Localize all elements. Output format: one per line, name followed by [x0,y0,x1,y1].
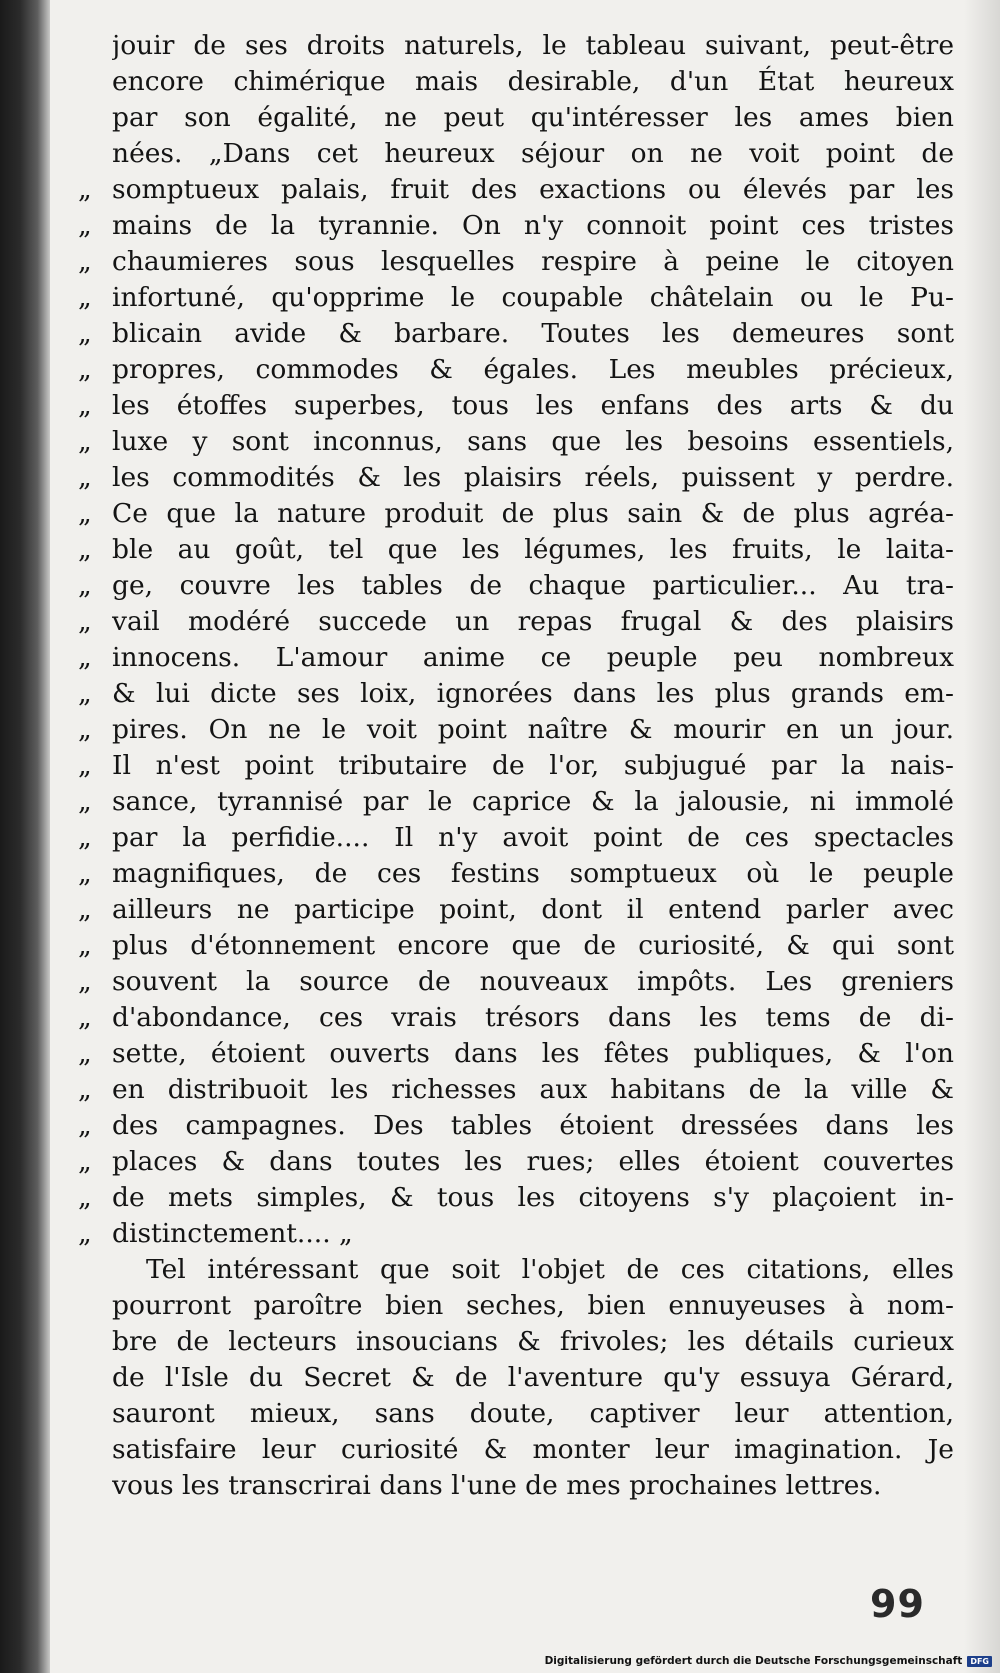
quotation-mark [78,64,112,100]
text-line [78,1468,954,1504]
page-gutter-shadow [0,0,50,1673]
text-line [78,172,954,208]
line-text: infortuné, qu'opprime le coupable châtelain ou le Pu- [112,282,954,313]
line-text: par son égalité, ne peut qu'intéresser les ames bien [112,102,954,133]
text-line [78,964,954,1000]
quotation-mark [78,136,112,172]
quotation-mark: „ [78,714,90,745]
text-line [78,316,954,352]
line-text: de mets simples, & tous les citoyens s'y plaçoient in- [112,1182,954,1213]
line-text: en distribuoit les richesses aux habitans de la ville & [112,1074,954,1105]
quotation-mark: „ [78,894,90,925]
line-text: les commodités & les plaisirs réels, puissent y perdre. [112,462,954,493]
line-text: vail modéré succede un repas frugal & des plaisirs [112,606,954,637]
quotation-mark: „ [78,642,90,673]
quotation-mark: „ [78,174,90,205]
quotation-mark: „ [78,1074,90,1105]
digitization-credit [545,1655,992,1667]
text-line [78,244,954,280]
line-text: ble au goût, tel que les légumes, les fruits, le laita- [112,534,954,565]
text-line [78,1144,954,1180]
text-line [78,676,954,712]
text-line [78,208,954,244]
text-line [78,1252,954,1288]
text-line [78,532,954,568]
text-line [78,1360,954,1396]
text-line [78,604,954,640]
line-text: Il n'est point tributaire de l'or, subjugué par la nais- [112,750,954,781]
text-line [78,1432,954,1468]
line-text: par la perfidie.... Il n'y avoit point de ces spectacles [112,822,954,853]
text-line [78,856,954,892]
line-text: jouir de ses droits naturels, le tableau suivant, peut-être [112,30,954,61]
text-line [78,1216,954,1252]
line-text: somptueux palais, fruit des exactions ou élevés par les [112,174,954,205]
quotation-mark: „ [78,678,90,709]
quotation-mark: „ [78,390,90,421]
line-text: propres, commodes & égales. Les meubles précieux, [112,354,954,385]
quotation-mark: „ [78,498,90,529]
quotation-mark: „ [78,1218,90,1249]
quotation-mark: „ [78,570,90,601]
quotation-mark: „ [78,930,90,961]
text-line [78,496,954,532]
text-line [78,928,954,964]
credit-text: Digitalisierung gefördert durch die Deutsche Forschungsgemeinschaft [544,1655,963,1667]
line-text: plus d'étonnement encore que de curiosité, & qui sont [112,930,954,961]
line-text: & lui dicte ses loix, ignorées dans les plus grands em- [112,678,954,709]
line-text: nées. „Dans cet heureux séjour on ne voit point de [112,138,954,169]
line-text: pourront paroître bien seches, bien ennuyeuses à nom- [112,1290,954,1321]
quotation-mark: „ [78,750,90,781]
text-line [78,1036,954,1072]
text-line [78,820,954,856]
quotation-mark [78,1360,112,1396]
line-text: magnifiques, de ces festins somptueux où le peuple [112,858,954,889]
text-line [78,280,954,316]
text-line [78,1072,954,1108]
quotation-mark: „ [78,1110,90,1141]
page-number: 99 [870,1582,925,1626]
quotation-mark: „ [78,318,90,349]
text-line [78,1108,954,1144]
line-text: places & dans toutes les rues; elles étoient couvertes [112,1146,954,1177]
line-text: encore chimérique mais desirable, d'un État heureux [112,66,954,97]
dfg-logo: DFG [967,1656,992,1667]
line-text: mains de la tyrannie. On n'y connoit point ces tristes [112,210,954,241]
text-line [78,568,954,604]
line-text: d'abondance, ces vrais trésors dans les tems de di- [112,1002,954,1033]
text-line [78,1324,954,1360]
text-line [78,892,954,928]
line-text: chaumieres sous lesquelles respire à peine le citoyen [112,246,954,277]
body-text [78,28,954,1504]
line-text: distinctement.... „ [112,1218,353,1249]
line-text: souvent la source de nouveaux impôts. Les greniers [112,966,954,997]
page-edge-shadow [964,0,1000,1673]
quotation-mark: „ [78,462,90,493]
text-line [78,64,954,100]
line-text: bre de lecteurs insoucians & frivoles; les détails curieux [112,1326,954,1357]
line-text: innocens. L'amour anime ce peuple peu nombreux [112,642,954,673]
line-text: Tel intéressant que soit l'objet de ces citations, elles [146,1254,954,1285]
text-line [78,712,954,748]
quotation-mark [78,28,112,64]
line-text: pires. On ne le voit point naître & mourir en un jour. [112,714,954,745]
line-text: sance, tyrannisé par le caprice & la jalousie, ni immolé [112,786,954,817]
quotation-mark: „ [78,246,90,277]
line-text: sette, étoient ouverts dans les fêtes publiques, & l'on [112,1038,954,1069]
line-text: des campagnes. Des tables étoient dressées dans les [112,1110,954,1141]
text-line [78,352,954,388]
line-text: les étoffes superbes, tous les enfans des arts & du [112,390,954,421]
text-line [78,460,954,496]
line-text: vous les transcrirai dans l'une de mes prochaines lettres. [112,1470,882,1501]
line-text: luxe y sont inconnus, sans que les besoins essentiels, [112,426,954,457]
text-line [78,1396,954,1432]
quotation-mark: „ [78,786,90,817]
quotation-mark [78,1324,112,1360]
quotation-mark: „ [78,606,90,637]
line-text: blicain avide & barbare. Toutes les demeures sont [112,318,954,349]
quotation-mark: „ [78,1038,90,1069]
quotation-mark: „ [78,354,90,385]
quotation-mark: „ [78,966,90,997]
text-line [78,1000,954,1036]
quotation-mark: „ [78,858,90,889]
quotation-mark: „ [78,282,90,313]
quotation-mark [78,1252,112,1288]
text-line [78,1180,954,1216]
quotation-mark: „ [78,1182,90,1213]
text-line [78,28,954,64]
quotation-mark [78,1432,112,1468]
line-text: de l'Isle du Secret & de l'aventure qu'y essuya Gérard, [112,1362,954,1393]
line-text: Ce que la nature produit de plus sain & de plus agréa- [112,498,954,529]
quotation-mark: „ [78,210,90,241]
quotation-mark: „ [78,1002,90,1033]
line-text: satisfaire leur curiosité & monter leur imagination. Je [112,1434,954,1465]
text-line [78,784,954,820]
line-text: ge, couvre les tables de chaque particulier... Au tra- [112,570,954,601]
quotation-mark [78,1468,112,1504]
text-line [78,748,954,784]
quotation-mark: „ [78,1146,90,1177]
text-line [78,100,954,136]
quotation-mark: „ [78,822,90,853]
text-line [78,424,954,460]
text-line [78,388,954,424]
text-line [78,136,954,172]
text-line [78,1288,954,1324]
quotation-mark: „ [78,534,90,565]
line-text: sauront mieux, sans doute, captiver leur attention, [112,1398,954,1429]
quotation-mark [78,1288,112,1324]
quotation-mark: „ [78,426,90,457]
line-text: ailleurs ne participe point, dont il entend parler avec [112,894,954,925]
quotation-mark [78,100,112,136]
text-line [78,640,954,676]
quotation-mark [78,1396,112,1432]
